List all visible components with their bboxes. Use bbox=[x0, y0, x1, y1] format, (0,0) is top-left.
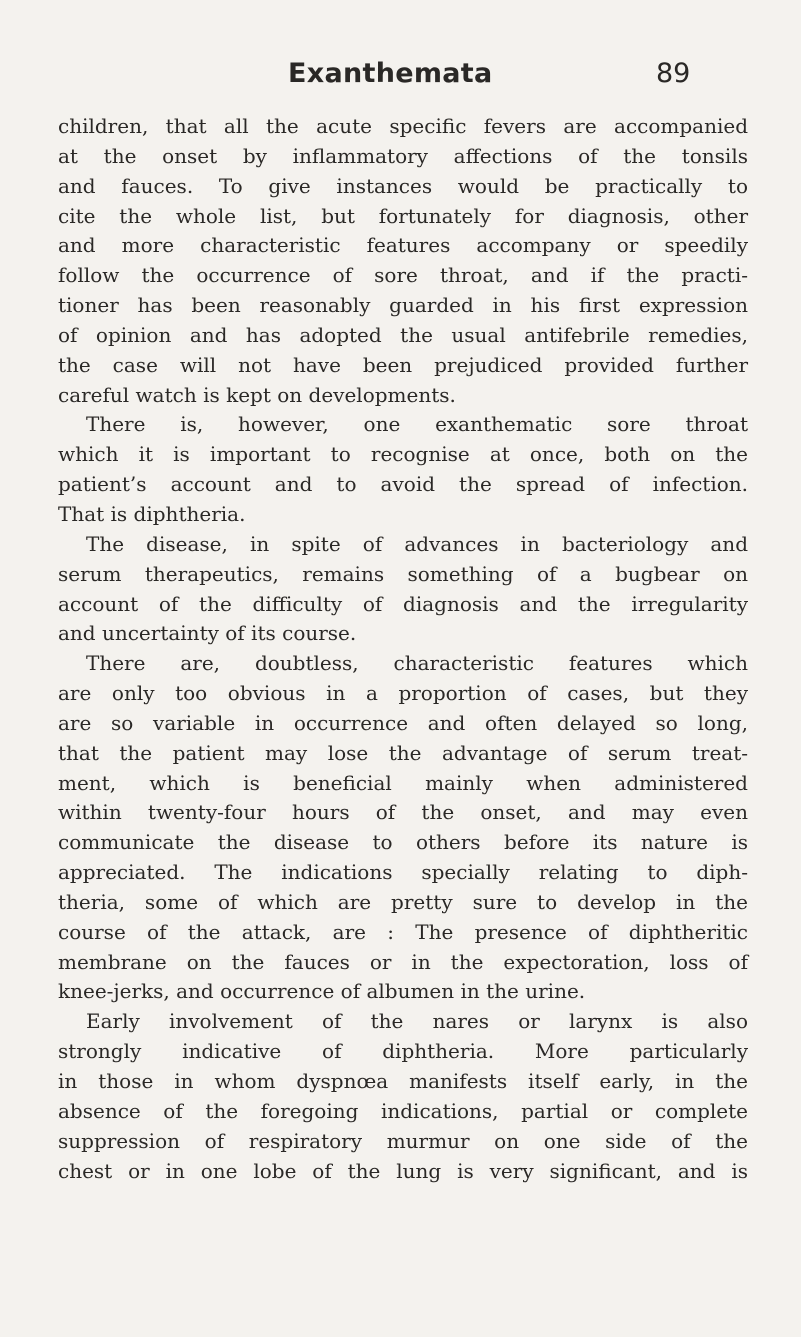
text-line: The disease, in spite of advances in bacteriology and bbox=[86, 531, 748, 556]
text-line: in those in whom dyspnœa manifests itself early, in the bbox=[58, 1069, 748, 1093]
text-line: suppression of respiratory murmur on one side of the bbox=[58, 1128, 748, 1153]
text-line: absence of the foregoing indications, partial or complete bbox=[58, 1098, 748, 1123]
running-title: Exanthemata bbox=[288, 58, 493, 89]
text-line: There is, however, one exanthematic sore throat bbox=[86, 412, 748, 437]
text-line: which it is important to recognise at once, both on the bbox=[58, 442, 748, 467]
page-number: 89 bbox=[656, 58, 691, 89]
text-line: within twenty-four hours of the onset, and may even bbox=[58, 800, 748, 825]
text-line: and more characteristic features accompany or speedily bbox=[58, 233, 748, 258]
text-line: serum therapeutics, remains something of a bugbear on bbox=[58, 561, 748, 586]
text-line: chest or in one lobe of the lung is very significant, and is bbox=[58, 1158, 748, 1183]
text-line: are only too obvious in a proportion of cases, but they bbox=[58, 681, 748, 706]
text-line: There are, doubtless, characteristic features which bbox=[86, 651, 748, 676]
text-line: course of the attack, are : The presence of diphtheritic bbox=[58, 919, 748, 944]
text-line: and fauces. To give instances would be practically to bbox=[58, 173, 748, 198]
text-line: appreciated. The indications specially relating to diph- bbox=[58, 860, 748, 885]
text-line: tioner has been reasonably guarded in his first expression bbox=[58, 293, 748, 318]
text-line: and uncertainty of its course. bbox=[58, 621, 357, 646]
text-line: patient’s account and to avoid the spread of infection. bbox=[58, 472, 748, 497]
text-line: account of the difficulty of diagnosis and the irregularity bbox=[58, 591, 748, 616]
text-line: ment, which is beneficial mainly when administered bbox=[58, 770, 748, 795]
text-line: careful watch is kept on developments. bbox=[58, 382, 456, 407]
text-line: at the onset by inflammatory affections of the tonsils bbox=[58, 143, 748, 168]
text-line: that the patient may lose the advantage of serum treat- bbox=[58, 740, 748, 765]
text-line: of opinion and has adopted the usual antifebrile remedies, bbox=[58, 322, 748, 347]
text-line: the case will not have been prejudiced provided further bbox=[58, 352, 748, 377]
text-line: That is diphtheria. bbox=[58, 501, 246, 526]
text-line: follow the occurrence of sore throat, and if the practi- bbox=[58, 263, 748, 288]
body-text bbox=[58, 112, 748, 1186]
running-head bbox=[0, 58, 801, 98]
text-line: children, that all the acute specific fevers are accompanied bbox=[58, 114, 748, 138]
text-line: communicate the disease to others before its nature is bbox=[58, 830, 748, 855]
text-line: are so variable in occurrence and often delayed so long, bbox=[58, 710, 748, 735]
text-line: knee-jerks, and occurrence of albumen in the urine. bbox=[58, 979, 586, 1004]
text-line: cite the whole list, but fortunately for diagnosis, other bbox=[58, 203, 748, 228]
text-line: membrane on the fauces or in the expectoration, loss of bbox=[58, 949, 748, 974]
text-line: theria, some of which are pretty sure to develop in the bbox=[58, 889, 748, 914]
text-line: strongly indicative of diphtheria. More particularly bbox=[58, 1039, 748, 1064]
text-line: Early involvement of the nares or larynx is also bbox=[86, 1009, 748, 1034]
